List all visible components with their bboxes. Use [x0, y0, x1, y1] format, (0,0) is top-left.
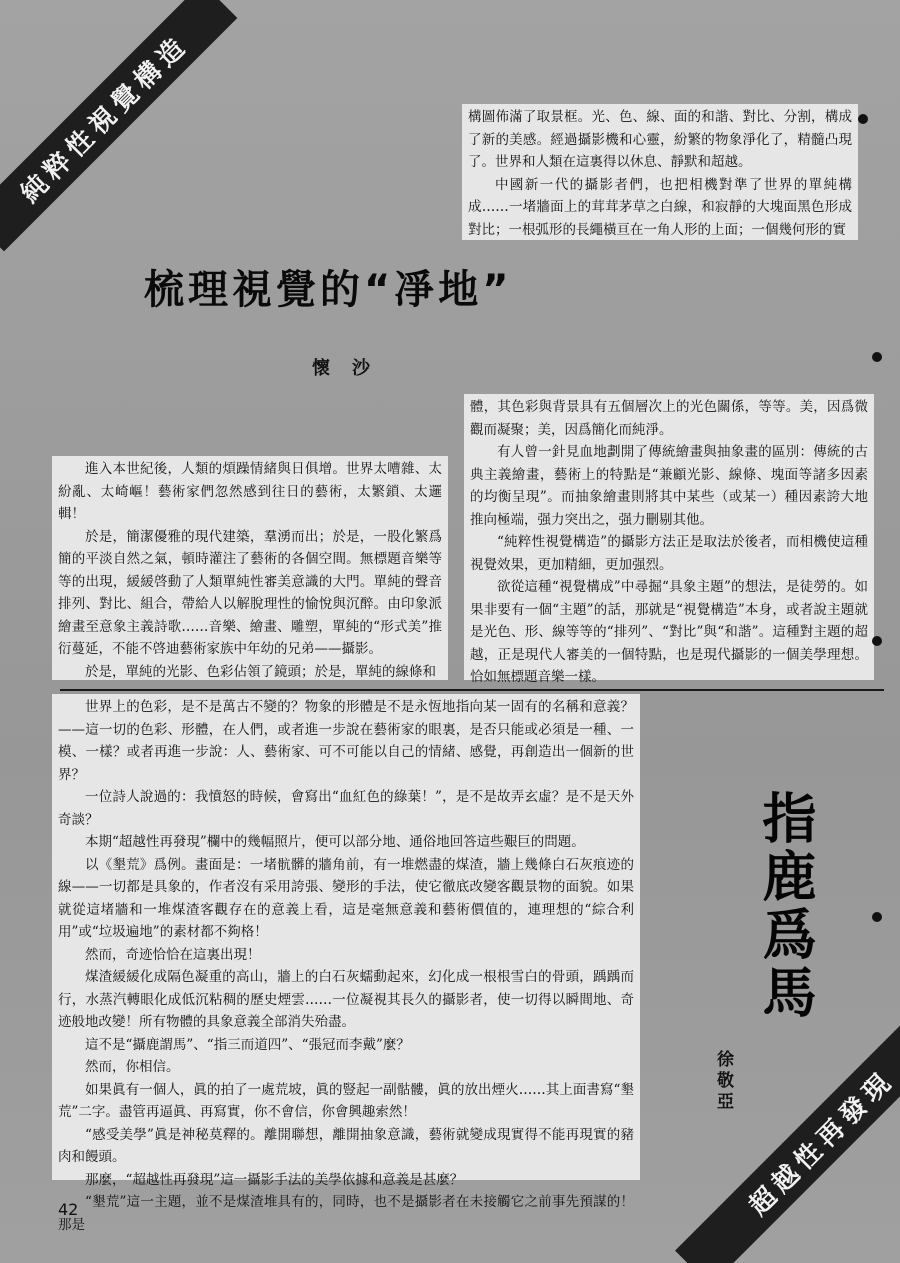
paragraph: 體，其色彩與背景具有五個層次上的光色關係，等等。美，因爲微觀而凝聚；美，因爲簡化而純淨。	[470, 399, 868, 438]
article2-author: 徐敬亞	[713, 1050, 733, 1113]
paragraph: 如果眞有一個人，眞的拍了一處荒坡，眞的豎起一副骷髏，眞的放出煙火……其上面書寫“墾荒”二字。盡管再逼眞、再寫實，你不會信，你會興趣索然！	[58, 1081, 634, 1120]
paragraph: 中國新一代的攝影者們，也把相機對準了世界的單純構成……一堵牆面上的茸茸茅草之白線，和寂靜的大塊面黑色形成對比；一根弧形的長繩橫亘在一角人形的上面；一個幾何形的實	[468, 176, 852, 238]
article1-top-text-block	[462, 104, 858, 240]
section-banner-bottom-text: 超越性再發現	[743, 1064, 900, 1222]
paragraph: 這不是“攝鹿謂馬”、“指三而道四”、“張冠而李戴”麼？	[85, 1036, 410, 1053]
article1-title: 梳理視覺的“凈地”	[144, 267, 513, 313]
article1-right-text-block	[464, 394, 874, 685]
paragraph: 構圖佈滿了取景框。光、色、線、面的和諧、對比、分割，構成了新的美感。經過攝影機和心靈，紛繁的物象淨化了，精髓凸現了。世界和人類在這裏得以休息、靜默和超越。	[468, 109, 852, 170]
article1-author: 懷沙	[312, 358, 392, 379]
section-divider	[60, 689, 884, 691]
paragraph: 那麼，“超越性再發現”這一攝影手法的美學依據和意義是甚麼？	[85, 1171, 464, 1188]
binding-hole-dot	[858, 114, 868, 124]
paragraph: 有人曾一針見血地劃開了傳統繪畫與抽象畫的區別：傳統的古典主義繪畫，藝術上的特點是“兼顧光影、線條、塊面等諸多因素的均衡呈現”。而抽象繪畫則將其中某些（或某一）種因素誇大地推向極端，强力突出之，强力刪剔其他。	[470, 444, 868, 528]
binding-hole-dot	[872, 636, 882, 646]
paragraph: 然而，你相信。	[85, 1059, 180, 1075]
paragraph: 以《墾荒》爲例。畫面是：一堵骯髒的牆角前，有一堆燃盡的煤渣，牆上幾條白石灰痕迹的線——一切都是具象的，作者沒有采用誇張、變形的手法，使它徹底改變客觀景物的面貌。如果就從這堵牆和一堆煤渣客觀存在的意義上看，這是毫無意義和藝術價值的，連理想的“綜合利用”或“垃圾遍地”的素材都不夠格！	[58, 856, 634, 940]
paragraph: 欲從這種“視覺構成”中尋掘“具象主題”的想法，是徒勞的。如果非要有一個“主題”的話，那就是“視覺構造”本身，或者說主題就是光色、形、線等等的“排列”、“對比”與“和諧”。這種對主題的超越，正是現代人審美的一個特點，也是現代攝影的一個美學理想。恰如無標題音樂一樣。	[470, 579, 868, 685]
paragraph: “感受美學”眞是神秘莫釋的。離開聯想，離開抽象意識，藝術就變成現實得不能再現實的豬肉和饅頭。	[58, 1126, 634, 1165]
page-number: 42	[58, 1200, 79, 1219]
paragraph: “純粹性視覺構造”的攝影方法正是取法於後者，而相機使這種視覺效果，更加精細，更加强烈。	[470, 534, 868, 573]
paragraph: 於是，單純的光影、色彩佔領了鏡頭；於是，單純的線條和	[85, 663, 436, 680]
paragraph: 世界上的色彩，是不是萬古不變的？物象的形體是不是永恆地指向某一固有的名稱和意義？——這一切的色彩、形體，在人們，或者進一步說在藝術家的眼裏，是否只能或必須是一種、一模、一樣？或者再進一步說：人、藝術家、可不可能以自己的情緒、感覺，再創造出一個新的世界？	[58, 699, 634, 783]
paragraph: 於是，簡潔優雅的現代建築，羣湧而出；於是，一股化繁爲簡的平淡自然之氣，頓時灌注了藝術的各個空間。無標題音樂等等的出現，緩緩啓動了人類單純性審美意識的大門。單純的聲音排列、對比、組合，帶給人以解脫理性的愉悅與沉醉。由印象派繪畫至意象主義詩歌……音樂、繪畫、雕塑，單純的“形式美”推衍蔓延，不能不啓迪藝術家族中年幼的兄弟——攝影。	[58, 528, 442, 657]
section-banner-top-text: 純粹性視覺構造	[14, 28, 195, 209]
article1-left-text-block	[52, 456, 448, 680]
paragraph: 一位詩人說過的：我憤怒的時候，會寫出“血紅色的綠葉！”，是不是故弄玄虛？是不是天外奇談？	[58, 789, 634, 828]
binding-hole-dot	[872, 352, 882, 362]
binding-hole-dot	[872, 912, 882, 922]
paragraph: 煤渣緩緩化成隔色凝重的高山，牆上的白石灰蠕動起來，幻化成一根根雪白的骨頭，踽踽而行，水蒸汽轉眼化成低沉粘稠的歷史煙雲……一位凝視其長久的攝影者，使一切得以瞬間地、奇迹般地改變！所有物體的具象意義全部消失殆盡。	[58, 969, 634, 1030]
paragraph: 本期“超越性再發現”欄中的幾幅照片，便可以部分地、通俗地回答這些艱巨的問題。	[85, 834, 585, 850]
paragraph: 然而，奇迹恰恰在這裏出現！	[85, 946, 261, 963]
paragraph: 進入本世紀後，人類的煩躁情緒與日俱增。世界太嘈雜、太紛亂、太崎嶇！藝術家們忽然感到往日的藝術，太繁鎖、太邏輯！	[58, 461, 442, 522]
article2-title: 指鹿爲馬	[754, 790, 817, 1022]
section-banner-top	[0, 0, 237, 251]
paragraph: “墾荒”這一主題，並不是煤渣堆具有的，同時，也不是攝影者在未接觸它之前事先預謀的！那是	[58, 1194, 634, 1233]
section-banner-bottom	[675, 996, 900, 1263]
